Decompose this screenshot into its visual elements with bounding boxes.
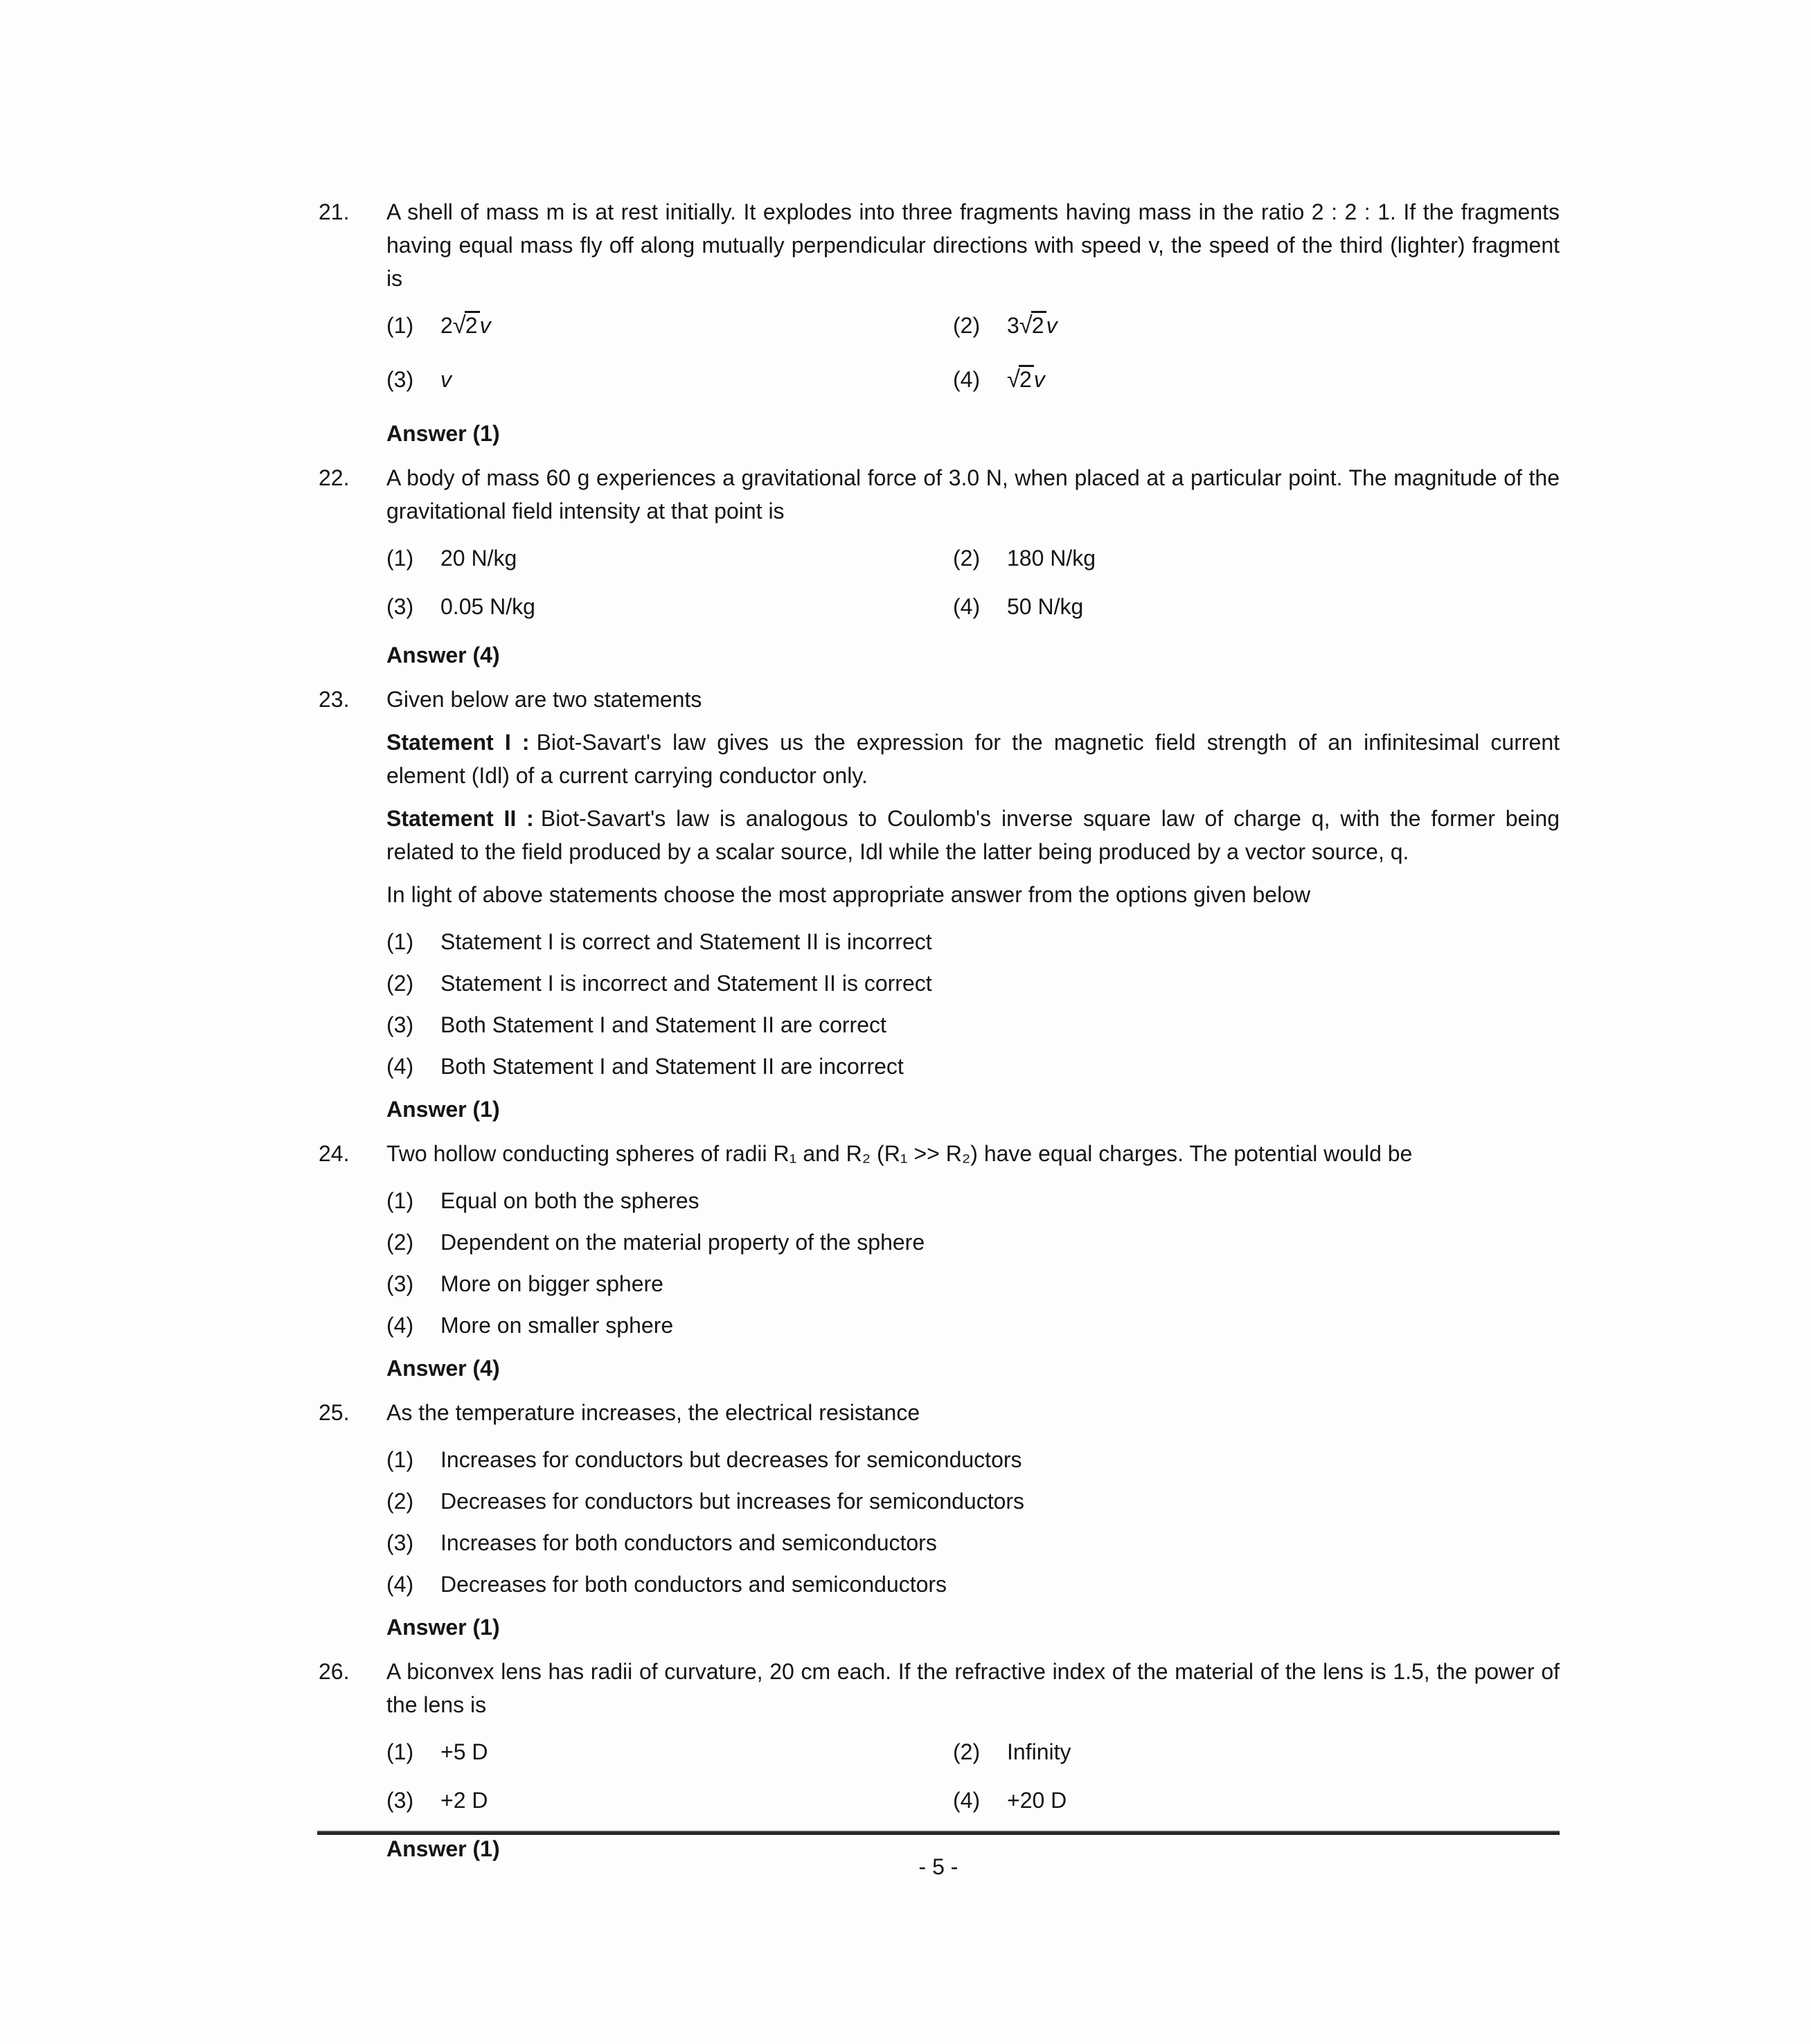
options-list — [386, 1443, 1560, 1601]
options-list — [386, 1184, 1560, 1342]
option-2 — [386, 1226, 925, 1259]
statement-label: Statement II : — [386, 806, 534, 831]
option-row — [386, 1784, 1560, 1817]
option-row — [386, 1008, 1560, 1041]
option-label: (3) — [386, 1012, 414, 1037]
option-value: Dependent on the material property of the sphere — [440, 1230, 925, 1255]
option-1 — [386, 309, 953, 342]
option-4 — [386, 1568, 947, 1601]
option-row — [386, 925, 1560, 958]
option-value: +5 D — [440, 1739, 488, 1764]
question-intro: Given below are two statements — [386, 687, 702, 712]
option-value — [1007, 363, 1045, 396]
option-value: Decreases for conductors but increases for semiconductors — [440, 1489, 1025, 1514]
option-1 — [386, 1184, 699, 1217]
option-label: (3) — [386, 594, 414, 619]
radicand: 2 — [1019, 365, 1034, 392]
option-row — [386, 309, 1560, 342]
option-4 — [386, 1309, 673, 1342]
option-2 — [953, 1735, 1560, 1768]
question-number: 21. — [319, 199, 350, 224]
option-label: (4) — [953, 1788, 981, 1813]
option-4 — [386, 1050, 904, 1083]
option-label: (1) — [386, 929, 414, 954]
option-label: (3) — [386, 1530, 414, 1555]
option-3 — [386, 1008, 886, 1041]
answer-text: Answer (1) — [386, 1615, 500, 1640]
option-label: (1) — [386, 1188, 414, 1213]
question-number: 23. — [319, 687, 350, 712]
option-value: More on bigger sphere — [440, 1271, 663, 1296]
statement-text: Biot-Savart's law is analogous to Coulomb's inverse square law of charge q, with the former being related to the field produced by a scalar source, Idl while the latter being produced by a vector source, q. — [386, 806, 1560, 864]
option-1 — [386, 1443, 1022, 1476]
option-label: (4) — [953, 594, 981, 619]
option-2 — [386, 967, 932, 1000]
coefficient: 3 — [1007, 313, 1019, 338]
radicand: 2 — [465, 311, 480, 338]
option-value: 0.05 N/kg — [440, 594, 535, 619]
option-1 — [386, 541, 953, 575]
option-1 — [386, 925, 932, 958]
option-label: (2) — [953, 546, 981, 571]
question-body — [386, 1396, 1560, 1644]
option-4 — [953, 590, 1560, 623]
option-label: (3) — [386, 367, 414, 392]
option-value: 20 N/kg — [440, 546, 517, 571]
radical-sign: √ — [452, 312, 466, 339]
option-label: (3) — [386, 1271, 414, 1296]
question-text: A shell of mass m is at rest initially. It explodes into three fragments having mass in the ratio 2 : 2 : 1. If the fragments having equal mass fly off along mutually perpendicular directions with speed v, the speed of the third (lighter) fragment is — [386, 199, 1560, 291]
option-row — [386, 1526, 1560, 1559]
option-1 — [386, 1735, 953, 1768]
answer-text: Answer (1) — [386, 1836, 500, 1861]
option-value: 50 N/kg — [1007, 594, 1084, 619]
options-list — [386, 309, 1560, 396]
question-number: 26. — [319, 1659, 350, 1684]
options-list — [386, 1735, 1560, 1817]
question-body — [386, 1137, 1560, 1385]
option-label: (4) — [386, 1572, 414, 1597]
question-23 — [319, 683, 1560, 1126]
option-label: (2) — [386, 971, 414, 996]
option-row — [386, 1309, 1560, 1342]
option-value: Infinity — [1007, 1739, 1071, 1764]
question-prompt: In light of above statements choose the most appropriate answer from the options given below — [386, 882, 1311, 907]
option-label: (3) — [386, 1788, 414, 1813]
option-row — [386, 590, 1560, 623]
footer-divider — [317, 1831, 1560, 1835]
option-value: +20 D — [1007, 1788, 1067, 1813]
option-value: 180 N/kg — [1007, 546, 1096, 571]
option-2 — [953, 541, 1560, 575]
question-text: As the temperature increases, the electrical resistance — [386, 1400, 920, 1425]
variable: v — [1046, 313, 1058, 338]
option-row — [386, 1568, 1560, 1601]
answer-text: Answer (4) — [386, 643, 500, 667]
question-text: Two hollow conducting spheres of radii R₁ and R₂ (R₁ >> R₂) have equal charges. The potential would be — [386, 1141, 1413, 1166]
statement-2 — [386, 802, 1560, 868]
option-row — [386, 541, 1560, 575]
option-row — [386, 1485, 1560, 1518]
option-value: v — [440, 367, 452, 392]
option-value: Equal on both the spheres — [440, 1188, 699, 1213]
statement-1 — [386, 726, 1560, 792]
option-4 — [953, 363, 1560, 396]
option-value: +2 D — [440, 1788, 488, 1813]
option-2 — [386, 1485, 1024, 1518]
question-text: A body of mass 60 g experiences a gravitational force of 3.0 N, when placed at a particular point. The magnitude of the gravitational field intensity at that point is — [386, 465, 1560, 523]
option-3 — [386, 363, 953, 396]
answer-text: Answer (1) — [386, 421, 500, 446]
answer-text: Answer (4) — [386, 1356, 500, 1381]
question-text: A biconvex lens has radii of curvature, 20 cm each. If the refractive index of the material of the lens is 1.5, the power of the lens is — [386, 1659, 1560, 1717]
option-value: Increases for both conductors and semiconductors — [440, 1530, 937, 1555]
option-4 — [953, 1784, 1560, 1817]
statement-text: Biot-Savart's law gives us the expression for the magnetic field strength of an infinitesimal current element (Idl) of a current carrying conductor only. — [386, 730, 1560, 788]
option-value: Both Statement I and Statement II are incorrect — [440, 1054, 904, 1079]
option-value: Both Statement I and Statement II are correct — [440, 1012, 886, 1037]
options-list — [386, 925, 1560, 1083]
option-value: Decreases for both conductors and semiconductors — [440, 1572, 947, 1597]
answer-text: Answer (1) — [386, 1097, 500, 1122]
option-label: (4) — [953, 367, 981, 392]
question-body — [386, 683, 1560, 1126]
coefficient: 2 — [440, 313, 453, 338]
option-value: More on smaller sphere — [440, 1313, 674, 1338]
option-label: (1) — [386, 313, 414, 338]
option-row — [386, 1443, 1560, 1476]
option-value: Increases for conductors but decreases for semiconductors — [440, 1447, 1022, 1472]
option-2 — [953, 309, 1560, 342]
option-label: (1) — [386, 1447, 414, 1472]
options-list — [386, 541, 1560, 623]
radical-sign: √ — [1019, 312, 1033, 339]
question-25 — [319, 1396, 1560, 1644]
question-22 — [319, 461, 1560, 672]
option-label: (1) — [386, 546, 414, 571]
option-3 — [386, 1784, 953, 1817]
question-number: 25. — [319, 1400, 350, 1425]
option-label: (2) — [953, 313, 981, 338]
option-3 — [386, 1526, 937, 1559]
option-label: (2) — [953, 1739, 981, 1764]
option-label: (1) — [386, 1739, 414, 1764]
radicand: 2 — [1031, 311, 1046, 338]
question-body — [386, 461, 1560, 672]
question-number: 24. — [319, 1141, 350, 1166]
question-body — [386, 195, 1560, 450]
page-number: - 5 - — [918, 1854, 958, 1879]
option-value — [440, 309, 491, 342]
option-row — [386, 1184, 1560, 1217]
question-number: 22. — [319, 465, 350, 490]
option-label: (2) — [386, 1230, 414, 1255]
option-value: Statement I is incorrect and Statement II is correct — [440, 971, 932, 996]
option-value — [1007, 309, 1058, 342]
option-row — [386, 1050, 1560, 1083]
question-21 — [319, 195, 1560, 450]
radical-sign: √ — [1007, 366, 1020, 393]
variable: v — [1033, 367, 1045, 392]
option-label: (4) — [386, 1313, 414, 1338]
option-3 — [386, 1267, 663, 1300]
option-label: (4) — [386, 1054, 414, 1079]
option-label: (2) — [386, 1489, 414, 1514]
questions-block — [319, 195, 1560, 1876]
option-row — [386, 967, 1560, 1000]
variable: v — [479, 313, 491, 338]
option-row — [386, 1226, 1560, 1259]
option-value: Statement I is correct and Statement II is incorrect — [440, 929, 932, 954]
statement-label: Statement I : — [386, 730, 530, 755]
option-row — [386, 1267, 1560, 1300]
question-24 — [319, 1137, 1560, 1385]
option-row — [386, 363, 1560, 396]
option-row — [386, 1735, 1560, 1768]
option-3 — [386, 590, 953, 623]
